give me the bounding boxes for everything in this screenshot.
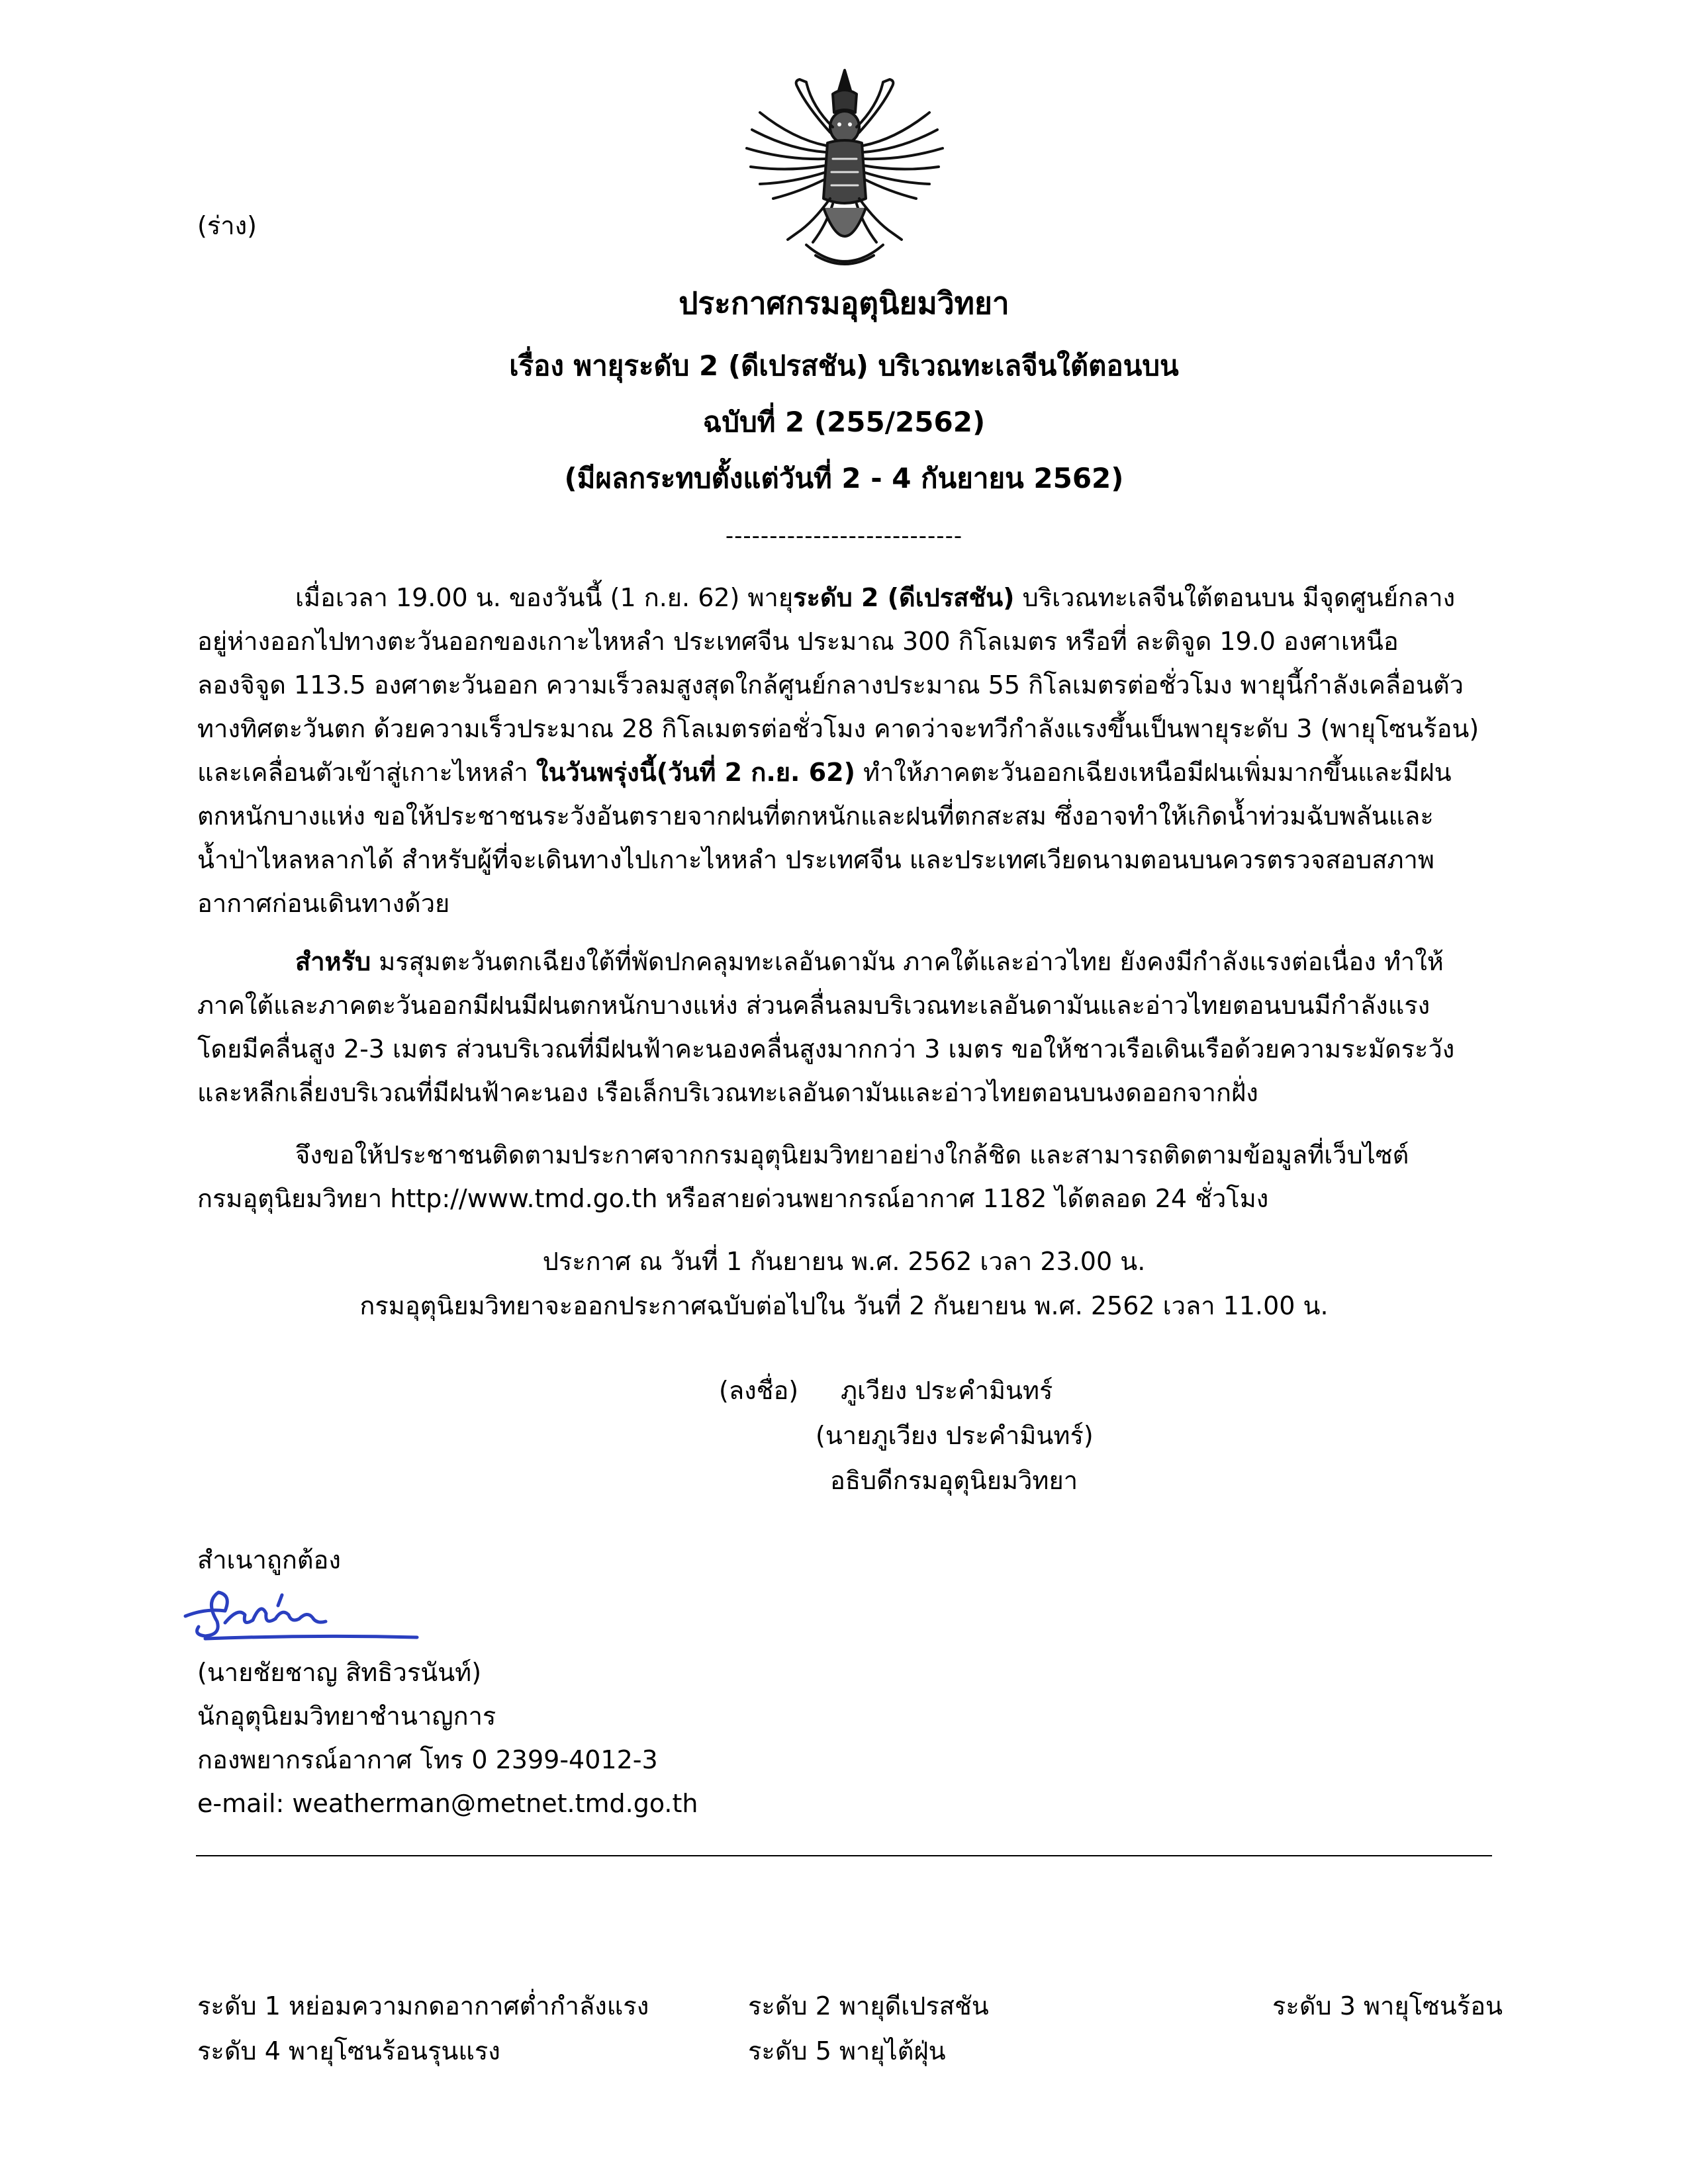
paragraph-line: ทางทิศตะวันตก ด้วยความเร็วประมาณ 28 กิโลเมตรต่อชั่วโมง คาดว่าจะทวีกำลังแรงขึ้นเป็นพายุระดับ 3 (พายุโซนร้อน) <box>197 714 1479 743</box>
paragraph-advisory <box>197 1133 1496 1220</box>
handwritten-signature <box>179 1582 430 1655</box>
certifier-name: (นายชัยชาญ สิทธิวรนันท์) <box>197 1658 482 1687</box>
paragraph-line: อากาศก่อนเดินทางด้วย <box>197 889 450 918</box>
issue-number: ฉบับที่ 2 (255/2562) <box>702 406 986 438</box>
paragraph-line: และหลีกเลี่ยงบริเวณที่มีฝนฟ้าคะนอง เรือเล็กบริเวณทะเลอันดามันและอ่าวไทยตอนบนงดออกจากฝั่ง <box>197 1078 1258 1107</box>
paragraph-line: สำหรับ มรสุมตะวันตกเฉียงใต้ที่พัดปกคลุมทะเลอันดามัน ภาคใต้และอ่าวไทย ยังคงมีกำลังแรงต่อเนื่อง ทำให้ <box>295 947 1444 976</box>
monsoon-highlight: สำหรับ <box>295 947 371 976</box>
certifier-department: กองพยากรณ์อากาศ โทร 0 2399-4012-3 <box>197 1745 658 1774</box>
paragraph-line: โดยมีคลื่นสูง 2-3 เมตร ส่วนบริเวณที่มีฝนฟ้าคะนองคลื่นสูงมากกว่า 3 เมตร ขอให้ชาวเรือเดินเรือด้วยความระมัดระวัง <box>197 1034 1455 1064</box>
footer-divider <box>196 1855 1492 1856</box>
paragraph-line: ตกหนักบางแห่ง ขอให้ประชาชนระวังอันตรายจากฝนที่ตกหนักและฝนที่ตกสะสม ซึ่งอาจทำให้เกิดน้ำท่วมฉับพลันและ <box>197 801 1434 831</box>
paragraph-monsoon <box>197 940 1496 1115</box>
sign-label: (ลงชื่อ) <box>719 1376 799 1405</box>
effective-period: (มีผลกระทบตั้งแต่วันที่ 2 - 4 กันยายน 2562) <box>564 462 1124 494</box>
signatory-full-name: (นายภูเวียง ประคำมินทร์) <box>816 1421 1094 1450</box>
announcement-date: ประกาศ ณ วันที่ 1 กันยายน พ.ศ. 2562 เวลา 23.00 น. <box>542 1247 1146 1276</box>
draft-label: (ร่าง) <box>197 211 257 240</box>
legend-level-5: ระดับ 5 พายุไต้ฝุ่น <box>748 2036 946 2066</box>
paragraph-line: อยู่ห่างออกไปทางตะวันออกของเกาะไหหลำ ประเทศจีน ประมาณ 300 กิโลเมตร หรือที่ ละติจูด 19.0 องศาเหนือ <box>197 627 1399 656</box>
separator: --------------------------- <box>725 523 963 549</box>
paragraph-line: น้ำป่าไหลหลากได้ สำหรับผู้ที่จะเดินทางไปเกาะไหหลำ ประเทศจีน และประเทศเวียดนามตอนบนควรตรวจสอบสภาพ <box>197 845 1434 874</box>
storm-level-highlight: ระดับ 2 (ดีเปรสชัน) <box>793 583 1015 612</box>
page-title: ประกาศกรมอุตุนิยมวิทยา <box>679 285 1009 321</box>
legend-level-1: ระดับ 1 หย่อมความกดอากาศต่ำกำลังแรง <box>197 1991 649 2021</box>
paragraph-line: ภาคใต้และภาคตะวันออกมีฝนมีฝนตกหนักบางแห่ง ส่วนคลื่นลมบริเวณทะเลอันดามันและอ่าวไทยตอนบนมีกำลังแรง <box>197 991 1430 1020</box>
certified-copy-label: สำเนาถูกต้อง <box>197 1545 341 1574</box>
paragraph-line: ลองจิจูด 113.5 องศาตะวันออก ความเร็วลมสูงสุดใกล้ศูนย์กลางประมาณ 55 กิโลเมตรต่อชั่วโมง พายุนี้กำลังเคลื่อนตัว <box>197 670 1464 700</box>
signatory-name: ภูเวียง ประคำมินทร์ <box>841 1376 1053 1405</box>
legend-level-2: ระดับ 2 พายุดีเปรสชัน <box>748 1991 989 2021</box>
date-highlight: ในวันพรุ่งนี้(วันที่ 2 ก.ย. 62) <box>536 758 855 787</box>
next-issue-notice: กรมอุตุนิยมวิทยาจะออกประกาศฉบับต่อไปใน วันที่ 2 กันยายน พ.ศ. 2562 เวลา 11.00 น. <box>359 1291 1329 1320</box>
subject-line: เรื่อง พายุระดับ 2 (ดีเปรสชัน) บริเวณทะเลจีนใต้ตอนบน <box>509 349 1179 382</box>
garuda-emblem-icon <box>733 66 956 275</box>
certifier-position: นักอุตุนิยมวิทยาชำนาญการ <box>197 1702 496 1731</box>
paragraph-line: และเคลื่อนตัวเข้าสู่เกาะไหหลำ ในวันพรุ่งนี้(วันที่ 2 ก.ย. 62) ทำให้ภาคตะวันออกเฉียงเหนือมีฝนเพิ่มมากขึ้นและมีฝน <box>197 758 1452 787</box>
paragraph-line: จึงขอให้ประชาชนติดตามประกาศจากกรมอุตุนิยมวิทยาอย่างใกล้ชิด และสามารถติดตามข้อมูลที่เว็บไซต์ <box>295 1140 1409 1169</box>
paragraph-line: เมื่อเวลา 19.00 น. ของวันนี้ (1 ก.ย. 62) พายุระดับ 2 (ดีเปรสชัน) บริเวณทะเลจีนใต้ตอนบน มีจุดศูนย์กลาง <box>295 583 1456 612</box>
certifier-email: e-mail: weatherman@metnet.tmd.go.th <box>197 1789 698 1818</box>
legend-level-4: ระดับ 4 พายุโซนร้อนรุนแรง <box>197 2036 500 2066</box>
paragraph-line: กรมอุตุนิยมวิทยา http://www.tmd.go.th หรือสายด่วนพยากรณ์อากาศ 1182 ได้ตลอด 24 ชั่วโมง <box>197 1184 1269 1213</box>
signatory-position: อธิบดีกรมอุตุนิยมวิทยา <box>830 1466 1078 1495</box>
paragraph-storm-details <box>197 576 1496 925</box>
legend-level-3: ระดับ 3 พายุโซนร้อน <box>1272 1991 1503 2021</box>
